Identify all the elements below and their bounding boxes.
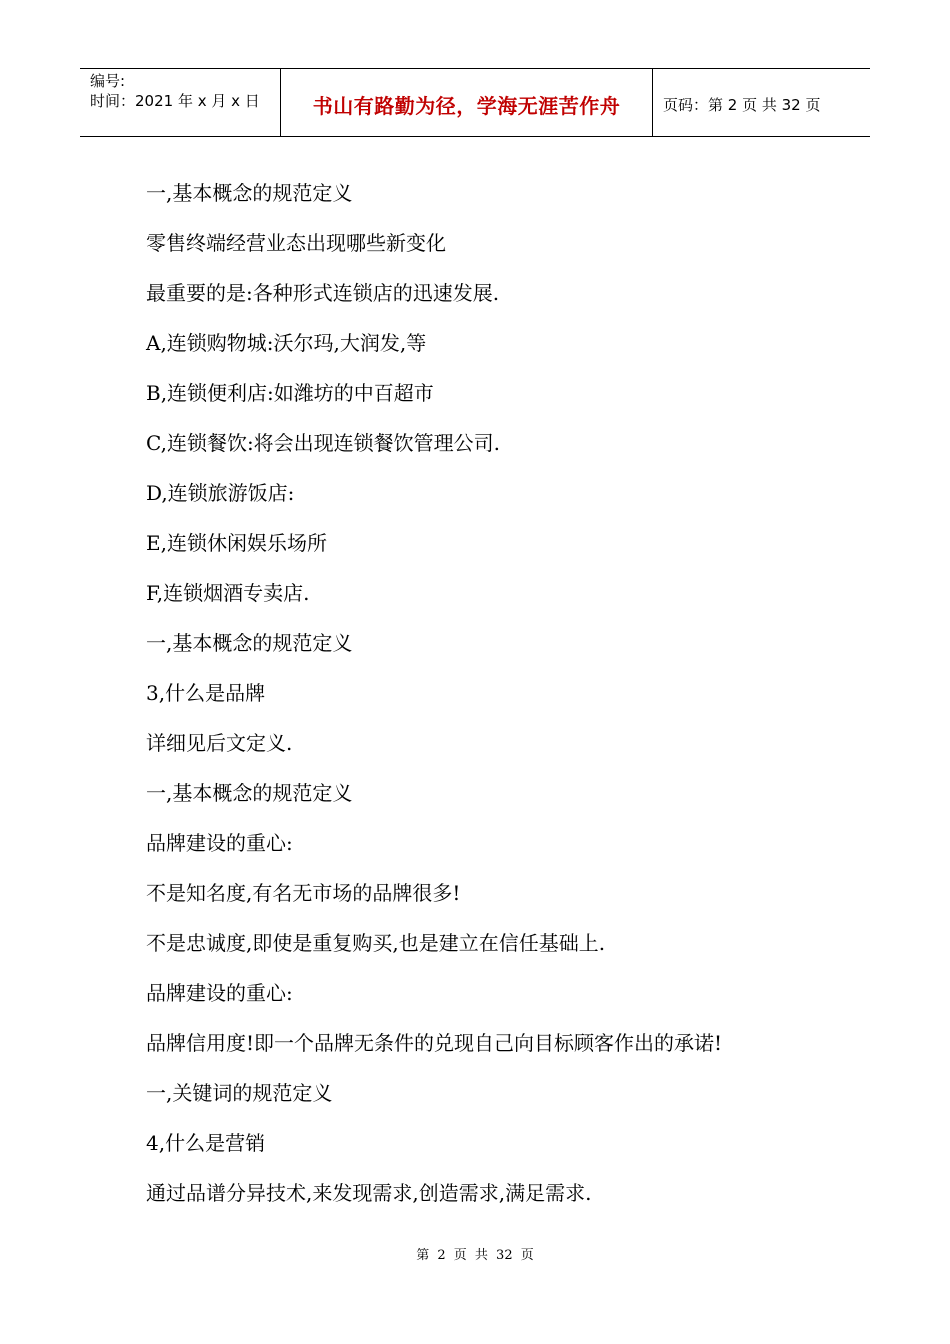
text-line: B,连锁便利店:如潍坊的中百超市 — [146, 381, 434, 405]
document-body — [146, 168, 846, 1218]
text-line: E,连锁休闲娱乐场所 — [146, 531, 327, 555]
text-line: 一,基本概念的规范定义 — [146, 781, 353, 805]
text-line: C,连锁餐饮:将会出现连锁餐饮管理公司. — [146, 431, 501, 455]
footer-page-number: 第 2 页 共 32 页 — [416, 1248, 534, 1263]
page-number-label: 页码：第 2 页 共 32 页 — [663, 96, 821, 114]
text-line: 最重要的是:各种形式连锁店的迅速发展. — [146, 281, 500, 305]
text-line: A,连锁购物城:沃尔玛,大润发,等 — [146, 331, 427, 355]
text-line: 4,什么是营销 — [146, 1131, 266, 1155]
time-label: 时间：2021 年 x 月 x 日 — [90, 92, 260, 110]
text-line: 一,基本概念的规范定义 — [146, 631, 353, 655]
text-line: F,连锁烟酒专卖店. — [146, 581, 310, 605]
text-line: D,连锁旅游饭店: — [146, 481, 295, 505]
document-header — [80, 68, 870, 137]
text-line: 品牌建设的重心: — [146, 981, 293, 1005]
text-line: 一,关键词的规范定义 — [146, 1081, 333, 1105]
number-label: 编号: — [90, 72, 126, 90]
text-line: 一,基本概念的规范定义 — [146, 181, 353, 205]
page-footer — [0, 1244, 950, 1263]
text-line: 零售终端经营业态出现哪些新变化 — [146, 231, 446, 255]
text-line: 不是知名度,有名无市场的品牌很多! — [146, 881, 461, 905]
text-line: 不是忠诚度,即使是重复购买,也是建立在信任基础上. — [146, 931, 606, 955]
text-line: 通过品谱分异技术,来发现需求,创造需求,满足需求. — [146, 1181, 592, 1205]
header-page-cell — [653, 69, 870, 136]
motto-text: 书山有路勤为径，学海无涯苦作舟 — [312, 94, 621, 118]
header-info-cell — [80, 69, 281, 136]
text-line: 品牌建设的重心: — [146, 831, 293, 855]
text-line: 详细见后文定义. — [146, 731, 293, 755]
text-line: 品牌信用度!即一个品牌无条件的兑现自己向目标顾客作出的承诺! — [146, 1031, 723, 1055]
header-motto-cell — [281, 69, 653, 136]
text-line: 3,什么是品牌 — [146, 681, 266, 705]
